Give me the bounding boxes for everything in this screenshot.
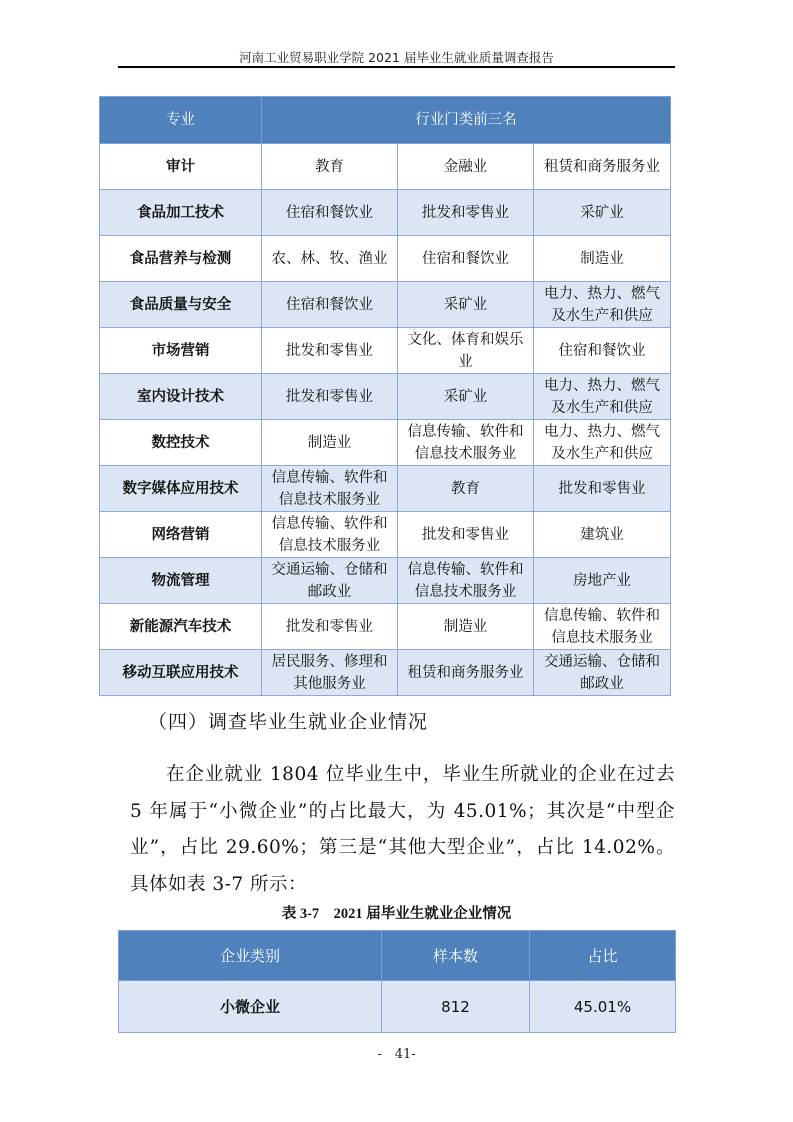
table-header-row <box>119 931 676 981</box>
major-cell: 食品营养与检测 <box>100 236 262 282</box>
major-cell: 新能源汽车技术 <box>100 604 262 650</box>
industry-rank-2-cell: 采矿业 <box>398 374 534 420</box>
table-header-row <box>100 97 671 144</box>
industry-rank-2-cell: 批发和零售业 <box>398 190 534 236</box>
industry-rank-2-cell: 信息传输、软件和信息技术服务业 <box>398 420 534 466</box>
table-row <box>100 466 671 512</box>
body-paragraph <box>130 757 675 903</box>
industry-rank-1-cell: 住宿和餐饮业 <box>262 190 398 236</box>
table-row <box>100 190 671 236</box>
major-cell: 市场营销 <box>100 328 262 374</box>
industry-rank-2-cell: 信息传输、软件和信息技术服务业 <box>398 558 534 604</box>
table-row <box>100 236 671 282</box>
enterprise-type-table <box>118 930 676 1033</box>
paragraph-text: 在企业就业 1804 位毕业生中，毕业生所就业的企业在过去 5 年属于“小微企业”的占比最大，为 45.01%；其次是“中型企业”，占比 29.60%；第三是“其他大型企业”，占比 14.02%。具体如表 3-7 所示： <box>130 764 675 895</box>
industry-rank-1-cell: 交通运输、仓储和邮政业 <box>262 558 398 604</box>
industry-rank-3-cell: 批发和零售业 <box>534 466 671 512</box>
table-row <box>100 420 671 466</box>
major-cell: 移动互联应用技术 <box>100 650 262 696</box>
industry-rank-2-cell: 租赁和商务服务业 <box>398 650 534 696</box>
industry-rank-2-cell: 批发和零售业 <box>398 512 534 558</box>
major-cell: 物流管理 <box>100 558 262 604</box>
table-row <box>100 650 671 696</box>
running-header: 河南工业贸易职业学院 2021 届毕业生就业质量调查报告 <box>239 50 554 65</box>
table-row <box>100 144 671 190</box>
industry-rank-1-cell: 批发和零售业 <box>262 374 398 420</box>
table-row <box>100 374 671 420</box>
industry-rank-3-cell: 房地产业 <box>534 558 671 604</box>
industry-rank-1-cell: 教育 <box>262 144 398 190</box>
industry-rank-1-cell: 居民服务、修理和其他服务业 <box>262 650 398 696</box>
industry-rank-1-cell: 农、林、牧、渔业 <box>262 236 398 282</box>
industry-rank-1-cell: 制造业 <box>262 420 398 466</box>
major-cell: 食品加工技术 <box>100 190 262 236</box>
industry-rank-2-cell: 文化、体育和娱乐业 <box>398 328 534 374</box>
industry-rank-2-cell: 制造业 <box>398 604 534 650</box>
industry-rank-3-cell: 信息传输、软件和信息技术服务业 <box>534 604 671 650</box>
industry-rank-3-cell: 建筑业 <box>534 512 671 558</box>
major-cell: 室内设计技术 <box>100 374 262 420</box>
column-header-share: 占比 <box>530 931 676 981</box>
major-cell: 审计 <box>100 144 262 190</box>
column-header-major: 专业 <box>100 97 262 144</box>
industry-rank-2-cell: 教育 <box>398 466 534 512</box>
industry-rank-1-cell: 批发和零售业 <box>262 328 398 374</box>
table-row <box>100 604 671 650</box>
industry-rank-2-cell: 采矿业 <box>398 282 534 328</box>
major-cell: 数字媒体应用技术 <box>100 466 262 512</box>
industry-rank-3-cell: 住宿和餐饮业 <box>534 328 671 374</box>
industry-rank-3-cell: 采矿业 <box>534 190 671 236</box>
industry-top3-table <box>99 96 671 696</box>
count-cell: 812 <box>382 981 530 1033</box>
industry-rank-3-cell: 制造业 <box>534 236 671 282</box>
major-cell: 数控技术 <box>100 420 262 466</box>
section-heading: （四）调查毕业生就业企业情况 <box>148 711 429 733</box>
industry-rank-3-cell: 租赁和商务服务业 <box>534 144 671 190</box>
table-caption: 表 3-7 2021 届毕业生就业企业情况 <box>281 906 512 922</box>
industry-rank-1-cell: 信息传输、软件和信息技术服务业 <box>262 466 398 512</box>
industry-rank-2-cell: 金融业 <box>398 144 534 190</box>
industry-rank-1-cell: 批发和零售业 <box>262 604 398 650</box>
column-header-category: 企业类别 <box>119 931 382 981</box>
page-number: - 41- <box>377 1047 416 1062</box>
industry-rank-3-cell: 电力、热力、燃气及水生产和供应 <box>534 374 671 420</box>
share-cell: 45.01% <box>530 981 676 1033</box>
major-cell: 网络营销 <box>100 512 262 558</box>
industry-rank-3-cell: 电力、热力、燃气及水生产和供应 <box>534 282 671 328</box>
header-divider <box>118 66 675 68</box>
column-header-count: 样本数 <box>382 931 530 981</box>
table-row <box>100 328 671 374</box>
table-row <box>100 282 671 328</box>
industry-rank-3-cell: 电力、热力、燃气及水生产和供应 <box>534 420 671 466</box>
industry-rank-1-cell: 信息传输、软件和信息技术服务业 <box>262 512 398 558</box>
column-header-top-industries: 行业门类前三名 <box>262 97 671 144</box>
industry-rank-1-cell: 住宿和餐饮业 <box>262 282 398 328</box>
table-row <box>100 512 671 558</box>
industry-rank-2-cell: 住宿和餐饮业 <box>398 236 534 282</box>
category-cell: 小微企业 <box>119 981 382 1033</box>
industry-rank-3-cell: 交通运输、仓储和邮政业 <box>534 650 671 696</box>
table-row <box>119 981 676 1033</box>
major-cell: 食品质量与安全 <box>100 282 262 328</box>
table-row <box>100 558 671 604</box>
